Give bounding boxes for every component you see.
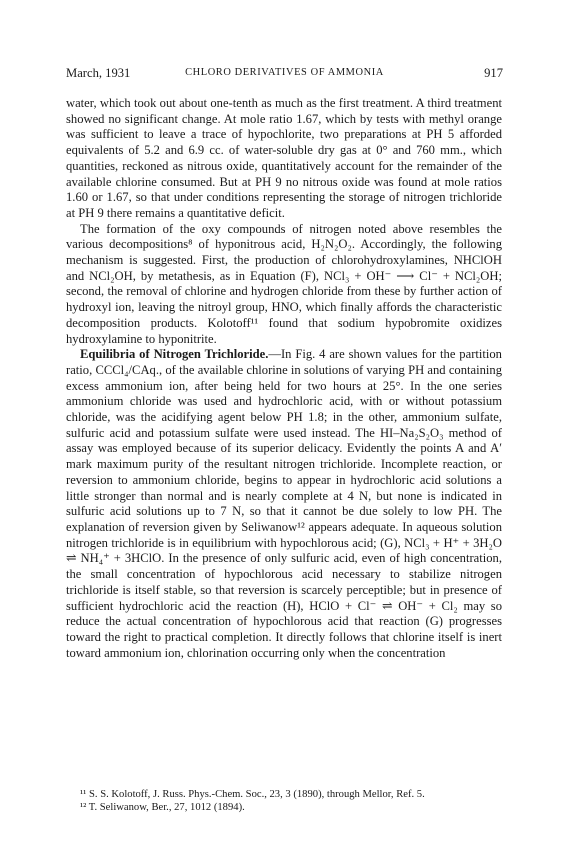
paragraph-3-text: —In Fig. 4 are shown values for the partition ratio, CCCl₄/CAq., of the available chlorine in solutions of varying PH and containing excess ammonium ion, after being held for two hours at 25°. In the one series ammonium chloride was used and hydrochloric acid, with or without potassium chloride, was the acidifying agent below PH 1.8; in the other, ammonium sulfate, sulfuric acid and potassium sulfate were used instead. The HI–Na₂S₂O₃ method of assay was employed because of its superior delicacy. Evidently the points A and A′ mark maximum purity of the resultant nitrogen trichloride. Incomplete reaction, or reversion to ammonium chloride, begins to appear in hydrochloric acid solutions a little stronger than normal and is nearly complete at 4 N, but none is indicated in sulfuric acid solutions up to 7 N, so that it cannot be due solely to low PH. The explanation of reversion given by Seliwanow¹² appears adequate. In aqueous solution nitrogen trichloride is in equilibrium with hypochlorous acid; (G), NCl₃ + H⁺ + 3H₂O ⇌ NH₄⁺ + 3HClO. In the presence of only sulfuric acid, even of high concentration, the small concentration of hypochlorous acid necessary to stabilize nitrogen trichloride is itself stable, so that reversion is scarcely perceptible; but in presence of sufficient hydrochloric acid the reaction (H), HClO + Cl⁻ ⇌ OH⁻ + Cl₂ may so reduce the actual concentration of hypochlorous acid that reaction (G) progresses toward the right to practical completion. It directly follows that chlorine itself is inert toward ammonium ion, chlorination occurring only when the concentration [66,347,502,660]
header-running-title: CHLORO DERIVATIVES OF AMMONIA [185,67,384,78]
paragraph-2: The formation of the oxy compounds of nitrogen noted above resembles the various decompositions⁸ of hyponitrous acid, H₂N₂O₂. Accordingly, the following mechanism is suggested. First, the production of chlorohydroxylamines, NHClOH and NCl₂OH, by metathesis, as in Equation (F), NCl₃ + OH⁻ ⟶ Cl⁻ + NCl₂OH; second, the removal of chlorine and hydrogen chloride from these by further action of hydroxyl ion, leaving the nitroyl group, HNO, which finally affords the characteristic decomposition products. Kolotoff¹¹ found that sodium hypobromite oxidizes hydroxylamine to hyponitrite. [66,221,502,346]
paragraph-3 [66,347,502,661]
paragraph-1: water, which took out about one-tenth as much as the first treatment. A third treatment showed no significant change. At mole ratio 1.67, which by tests with methyl orange was sufficient to leave a trace of hypochlorite, two preparations at PH 5 afforded equivalents of 5.2 and 6.9 cc. of water-soluble dry gas at 0° and 760 mm., which quantities, reckoned as nitrous oxide, quantitatively account for the remainder of the available chlorine consumed. But at PH 9 no nitrous oxide was found at mole ratios 1.60 or 1.67, so that under conditions representing the storage of nitrogen trichloride at PH 9 there remains a quantitative deficit. [66,96,502,220]
page-header [66,66,503,82]
footnotes [66,788,502,815]
footnote-12: ¹² T. Seliwanow, Ber., 27, 1012 (1894). [80,802,245,814]
section-heading: Equilibria of Nitrogen Trichloride. [80,347,269,362]
footnote-11: ¹¹ S. S. Kolotoff, J. Russ. Phys.-Chem. Soc., 23, 3 (1890), through Mellor, Ref. 5. [80,789,425,800]
header-page-number: 917 [484,66,503,80]
header-date: March, 1931 [66,66,131,80]
article-body [66,96,502,661]
